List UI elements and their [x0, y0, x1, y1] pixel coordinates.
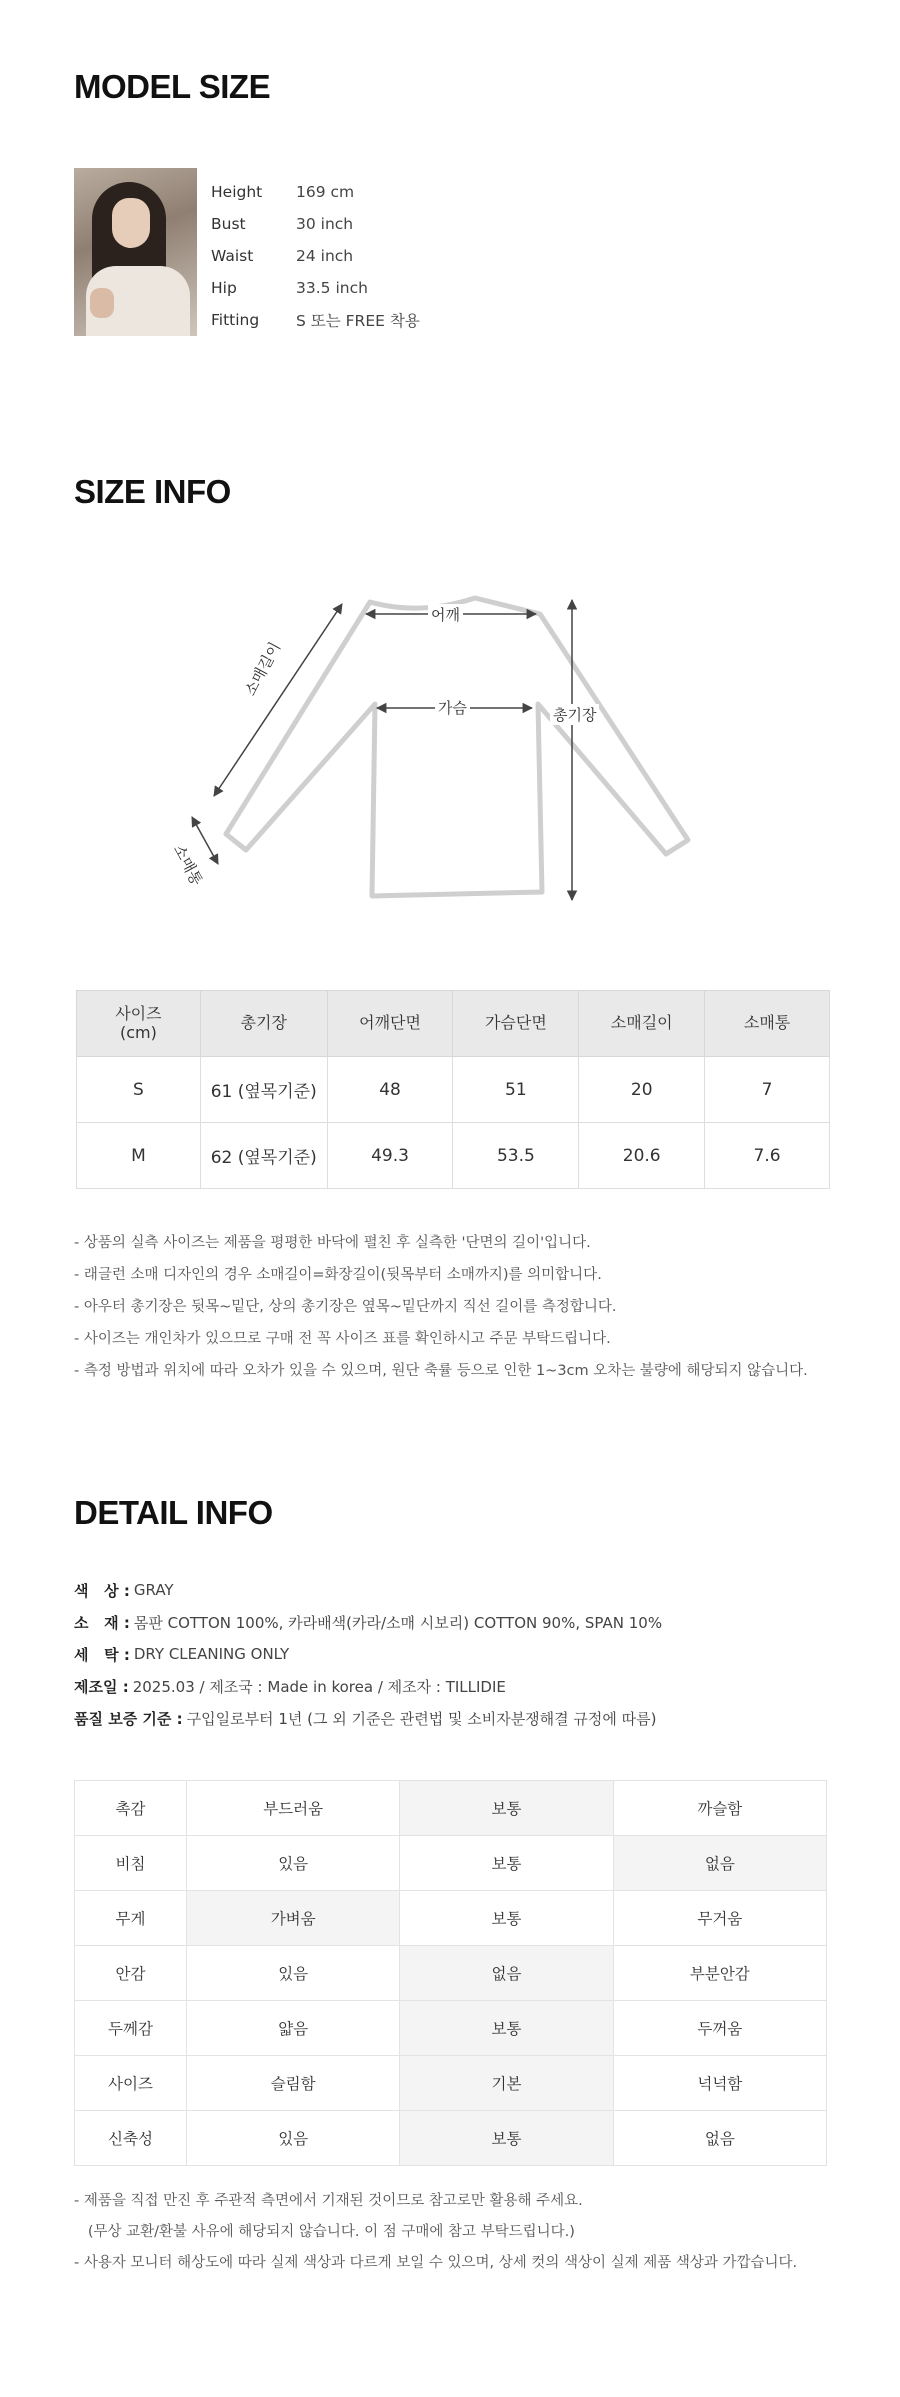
- attribute-option: 두꺼움: [613, 2001, 826, 2056]
- attribute-label: 무게: [75, 1891, 187, 1946]
- attribute-option: 보통: [400, 2001, 613, 2056]
- attribute-option: 기본: [400, 2056, 613, 2111]
- size-notes: [74, 1227, 808, 1387]
- label-sleeve-width: 소매통: [167, 838, 209, 892]
- attribute-row: [75, 1781, 827, 1836]
- note-line: - 사이즈는 개인차가 있으므로 구매 전 꼭 사이즈 표를 확인하시고 주문 부탁드립니다.: [74, 1331, 611, 1347]
- header-shoulder: 어깨단면: [327, 991, 453, 1057]
- header-length: 총기장: [200, 991, 327, 1057]
- attribute-option: 있음: [187, 1836, 400, 1891]
- model-size-title: MODEL SIZE: [74, 68, 271, 105]
- detail-list: [74, 1574, 662, 1734]
- attribute-option: 가벼움: [187, 1891, 400, 1946]
- label-length: 총기장: [550, 704, 599, 725]
- table-cell: 61 (옆목기준): [200, 1057, 327, 1123]
- attribute-row: [75, 2111, 827, 2166]
- table-cell: 20: [579, 1057, 705, 1123]
- attribute-option: 없음: [400, 1946, 613, 2001]
- size-table-header: [77, 991, 830, 1057]
- table-cell: 51: [453, 1057, 579, 1123]
- attribute-row: [75, 1946, 827, 2001]
- attribute-row: [75, 1891, 827, 1946]
- note-line: - 상품의 실측 사이즈는 제품을 평평한 바닥에 펼친 후 실측한 '단면의 길이'입니다.: [74, 1235, 591, 1251]
- size-table: [76, 990, 830, 1189]
- table-cell: S: [77, 1057, 201, 1123]
- garment-diagram: [169, 582, 700, 912]
- header-size: 사이즈 (cm): [77, 991, 201, 1057]
- header-chest: 가슴단면: [453, 991, 579, 1057]
- detail-info-title: DETAIL INFO: [74, 1494, 273, 1531]
- table-row: [77, 1057, 830, 1123]
- table-row: [77, 1123, 830, 1189]
- attribute-option: 넉넉함: [613, 2056, 826, 2111]
- detail-row-color: 색 상 : GRAY: [74, 1581, 174, 1600]
- model-spec-list: [211, 176, 420, 336]
- attribute-table: [74, 1780, 827, 2166]
- header-sleeve-length: 소매길이: [579, 991, 705, 1057]
- label-chest: 가슴: [435, 697, 470, 718]
- attribute-label: 두께감: [75, 2001, 187, 2056]
- table-cell: 49.3: [327, 1123, 453, 1189]
- attribute-option: 있음: [187, 1946, 400, 2001]
- table-cell: 53.5: [453, 1123, 579, 1189]
- attribute-option: 보통: [400, 1891, 613, 1946]
- attribute-label: 촉감: [75, 1781, 187, 1836]
- note-line: (무상 교환/환불 사유에 해당되지 않습니다. 이 점 구매에 참고 부탁드립니다.): [74, 2224, 575, 2240]
- attribute-option: 까슬함: [613, 1781, 826, 1836]
- spec-row-waist: Waist 24 inch: [211, 247, 354, 265]
- attribute-option: 보통: [400, 1781, 613, 1836]
- table-cell: 62 (옆목기준): [200, 1123, 327, 1189]
- attribute-option: 부분안감: [613, 1946, 826, 2001]
- detail-row-manufacture: 제조일 : 2025.03 / 제조국 : Made in korea / 제조자 : TILLIDIE: [74, 1677, 506, 1696]
- table-cell: 7.6: [705, 1123, 830, 1189]
- header-sleeve-width: 소매통: [705, 991, 830, 1057]
- spec-row-bust: Bust 30 inch: [211, 215, 354, 233]
- attribute-option: 없음: [613, 2111, 826, 2166]
- attribute-option: 있음: [187, 2111, 400, 2166]
- table-cell: 7: [705, 1057, 830, 1123]
- model-photo: [74, 168, 197, 336]
- attribute-option: 슬림함: [187, 2056, 400, 2111]
- attribute-option: 부드러움: [187, 1781, 400, 1836]
- note-line: - 아우터 총기장은 뒷목~밑단, 상의 총기장은 옆목~밑단까지 직선 길이를 측정합니다.: [74, 1299, 617, 1315]
- attribute-row: [75, 2056, 827, 2111]
- attribute-option: 무거움: [613, 1891, 826, 1946]
- note-line: - 제품을 직접 만진 후 주관적 측면에서 기재된 것이므로 참고로만 활용해 주세요.: [74, 2193, 583, 2209]
- detail-row-washing: 세 탁 : DRY CLEANING ONLY: [74, 1645, 290, 1664]
- attribute-option: 보통: [400, 1836, 613, 1891]
- attribute-row: [75, 2001, 827, 2056]
- attribute-label: 안감: [75, 1946, 187, 2001]
- table-cell: 20.6: [579, 1123, 705, 1189]
- attribute-label: 사이즈: [75, 2056, 187, 2111]
- note-line: - 측정 방법과 위치에 따라 오차가 있을 수 있으며, 원단 축률 등으로 인한 1~3cm 오차는 불량에 해당되지 않습니다.: [74, 1363, 808, 1379]
- attribute-option: 얇음: [187, 2001, 400, 2056]
- detail-notes: [74, 2186, 797, 2279]
- size-info-title: SIZE INFO: [74, 473, 231, 510]
- spec-row-height: Height 169 cm: [211, 183, 355, 201]
- note-line: - 래글런 소매 디자인의 경우 소매길이=화장길이(뒷목부터 소매까지)를 의미합니다.: [74, 1267, 602, 1283]
- label-sleeve-length: 소매길이: [238, 636, 287, 702]
- tshirt-outline-icon: [180, 582, 700, 912]
- spec-row-fitting: Fitting S 또는 FREE 착용: [211, 311, 420, 330]
- attribute-label: 비침: [75, 1836, 187, 1891]
- note-line: - 사용자 모니터 해상도에 따라 실제 색상과 다르게 보일 수 있으며, 상세 컷의 색상이 실제 제품 색상과 가깝습니다.: [74, 2255, 798, 2271]
- attribute-option: 없음: [613, 1836, 826, 1891]
- attribute-row: [75, 1836, 827, 1891]
- detail-row-material: 소 재 : 몸판 COTTON 100%, 카라배색(카라/소매 시보리) COTTON 90%, SPAN 10%: [74, 1613, 663, 1632]
- spec-row-hip: Hip 33.5 inch: [211, 279, 368, 297]
- label-shoulder: 어깨: [428, 604, 463, 625]
- detail-row-warranty: 품질 보증 기준 : 구입일로부터 1년 (그 외 기준은 관련법 및 소비자분쟁해결 규정에 따름): [74, 1709, 657, 1728]
- attribute-option: 보통: [400, 2111, 613, 2166]
- attribute-label: 신축성: [75, 2111, 187, 2166]
- table-cell: M: [77, 1123, 201, 1189]
- table-cell: 48: [327, 1057, 453, 1123]
